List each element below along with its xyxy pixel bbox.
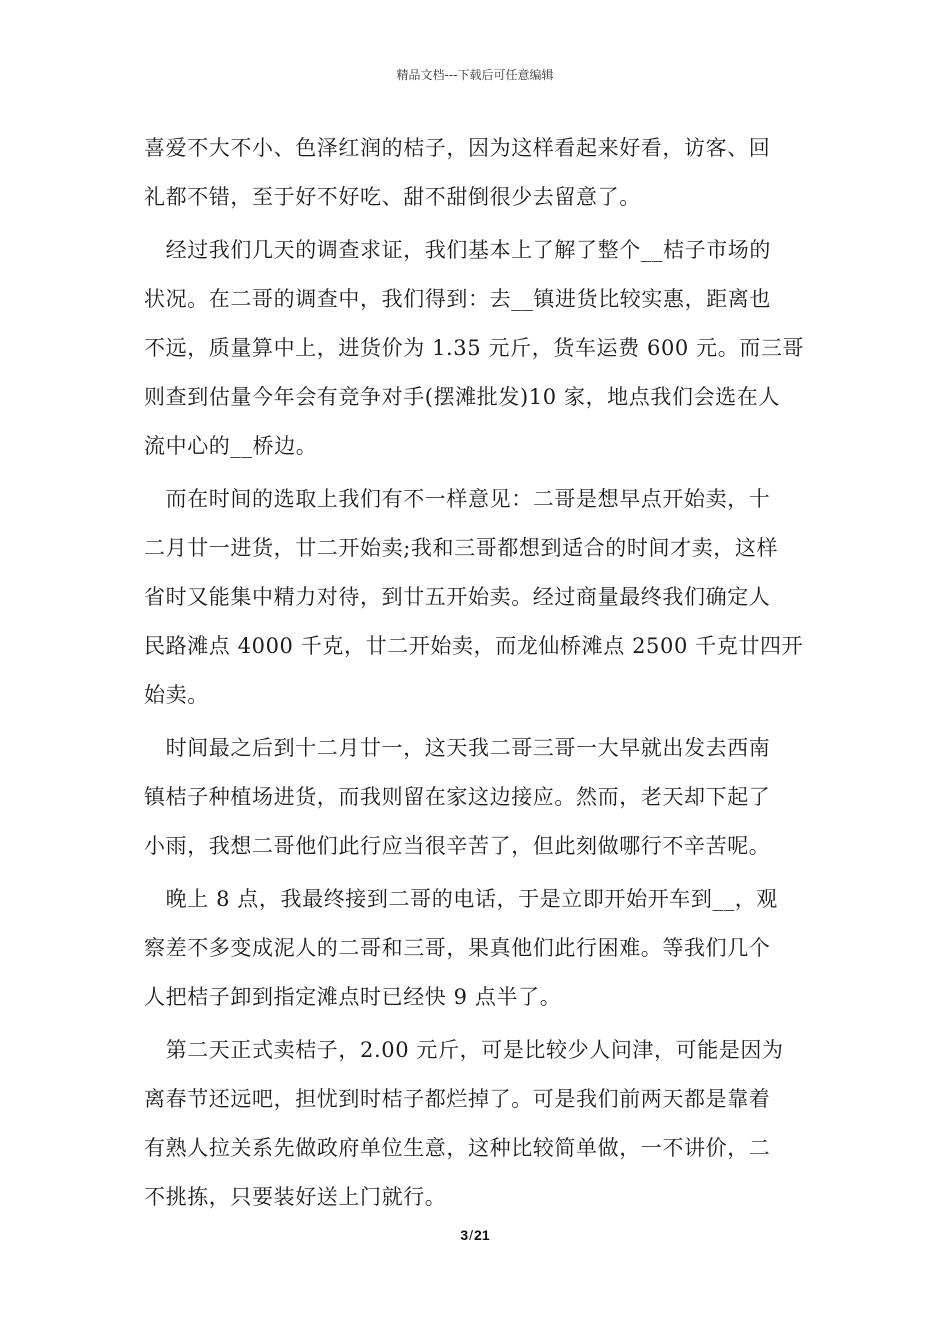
paragraph [144,475,809,720]
text-line: 不挑拣，只要装好送上门就行。 [144,1185,447,1209]
text-line: 察差不多变成泥人的二哥和三哥，果真他们此行困难。等我们几个 [144,936,771,960]
page-header: 精品文档---下载后可任意编辑 [396,68,554,82]
text-line: 流中心的__桥边。 [144,434,318,458]
text-line: 而在时间的选取上我们有不一样意见：二哥是想早点开始卖，十 [144,487,771,511]
text-line: 状况。在二哥的调查中，我们得到：去__镇进货比较实惠，距离也 [144,287,771,311]
text-line: 有熟人拉关系先做政府单位生意，这种比较简单做，一不讲价，二 [144,1136,771,1160]
text-line: 二月廿一进货，廿二开始卖;我和三哥都想到适合的时间才卖，这样 [144,536,779,560]
text-line: 不远，质量算中上，进货价为 1.35 元斤，货车运费 600 元。而三哥 [144,336,805,360]
page-current: 3 [460,1227,469,1243]
paragraph [144,724,809,871]
page-number [0,1227,950,1243]
text-line: 礼都不错，至于好不好吃、甜不甜倒很少去留意了。 [144,185,641,209]
text-line: 小雨，我想二哥他们此行应当很辛苦了，但此刻做哪行不辛苦呢。 [144,834,771,858]
paragraph [144,226,809,471]
text-line: 时间最之后到十二月廿一，这天我二哥三哥一大早就出发去西南 [144,736,771,760]
document-body [144,124,809,1222]
text-line: 晚上 8 点，我最终接到二哥的电话，于是立即开始开车到__，观 [144,887,778,911]
text-line: 离春节还远吧，担忧到时桔子都烂掉了。可是我们前两天都是靠着 [144,1087,771,1111]
page-separator: / [469,1227,474,1243]
text-line: 则查到估量今年会有竞争对手(摆滩批发)10 家，地点我们会选在人 [144,385,780,409]
text-line: 喜爱不大不小、色泽红润的桔子，因为这样看起来好看，访客、回 [144,136,771,160]
text-line: 始卖。 [144,683,209,707]
text-line: 第二天正式卖桔子，2.00 元斤，可是比较少人问津，可能是因为 [144,1038,784,1062]
paragraph [144,875,809,1022]
text-line: 人把桔子卸到指定滩点时已经快 9 点半了。 [144,985,562,1009]
paragraph [144,124,809,222]
text-line: 经过我们几天的调查求证，我们基本上了解了整个__桔子市场的 [144,238,771,262]
page-total: 21 [474,1227,490,1243]
text-line: 省时又能集中精力对待，到廿五开始卖。经过商量最终我们确定人 [144,585,771,609]
paragraph [144,1026,809,1222]
text-line: 民路滩点 4000 千克，廿二开始卖，而龙仙桥滩点 2500 千克廿四开 [144,634,804,658]
text-line: 镇桔子种植场进货，而我则留在家这边接应。然而，老天却下起了 [144,785,771,809]
